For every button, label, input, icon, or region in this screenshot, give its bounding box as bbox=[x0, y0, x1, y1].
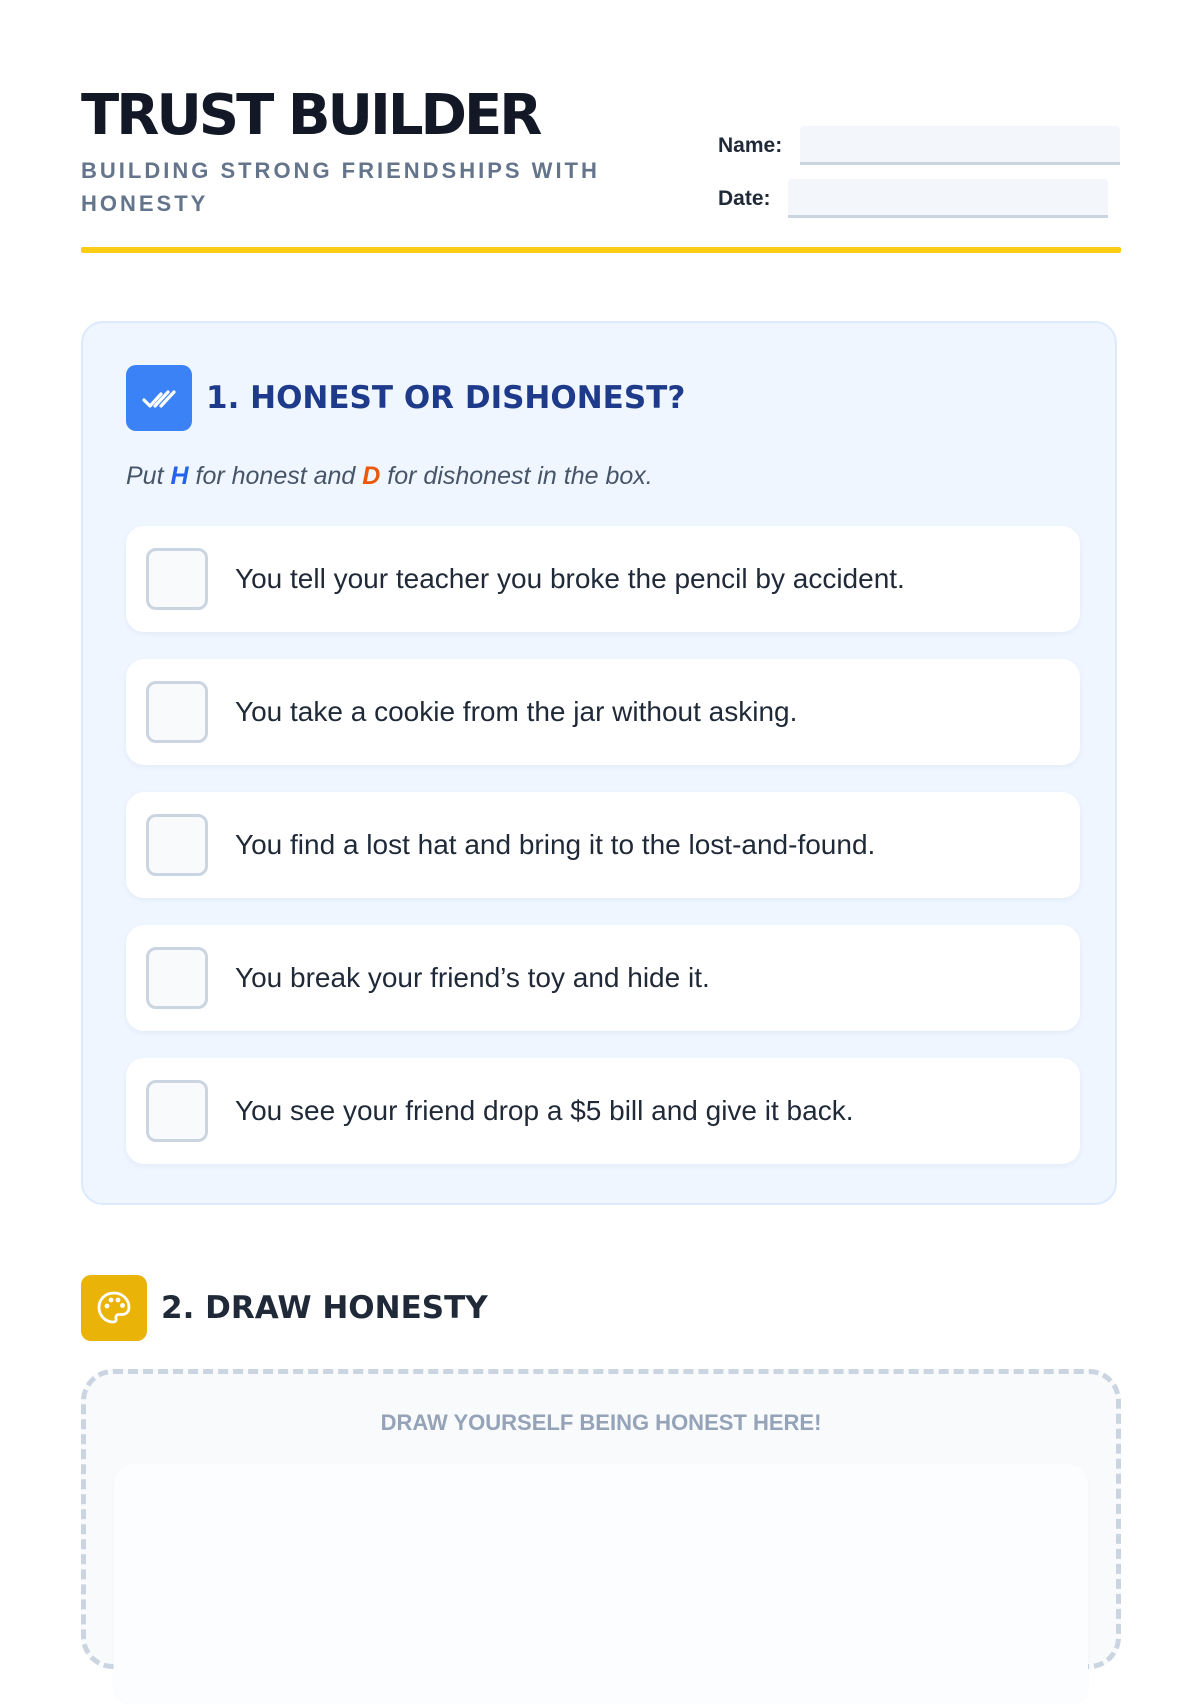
instructions-text: for honest and bbox=[188, 462, 363, 490]
statement-item bbox=[126, 792, 1080, 898]
statement-text: You break your friend’s toy and hide it. bbox=[235, 962, 710, 993]
section-honest-or-dishonest bbox=[81, 321, 1117, 1205]
answer-box[interactable] bbox=[146, 681, 208, 743]
header-divider bbox=[81, 247, 1121, 253]
instructions bbox=[126, 462, 653, 491]
statement-text: You find a lost hat and bring it to the lost-and-found. bbox=[235, 829, 876, 860]
answer-box[interactable] bbox=[146, 814, 208, 876]
statement-list bbox=[126, 526, 1080, 1191]
drawing-prompt: DRAW YOURSELF BEING HONEST HERE! bbox=[380, 1410, 822, 1435]
name-field-row bbox=[718, 126, 1120, 165]
worksheet-page bbox=[81, 0, 1121, 1600]
drawing-area bbox=[81, 1369, 1121, 1669]
answer-box[interactable] bbox=[146, 947, 208, 1009]
instructions-text: Put bbox=[126, 462, 171, 490]
honest-letter: H bbox=[170, 462, 189, 490]
section-draw-honesty bbox=[81, 1275, 1121, 1600]
date-field[interactable] bbox=[788, 179, 1108, 218]
statement-text: You tell your teacher you broke the pencil by accident. bbox=[235, 563, 905, 594]
statement-item bbox=[126, 526, 1080, 632]
palette-icon bbox=[81, 1275, 147, 1341]
section-header bbox=[126, 365, 685, 431]
name-field[interactable] bbox=[800, 126, 1120, 165]
statement-item bbox=[126, 925, 1080, 1031]
page-subtitle: BUILDING STRONG FRIENDSHIPS WITH HONESTY bbox=[81, 158, 600, 216]
statement-item bbox=[126, 1058, 1080, 1164]
section-title: 1. HONEST OR DISHONEST? bbox=[206, 380, 686, 416]
section-header bbox=[81, 1275, 488, 1341]
date-field-row bbox=[718, 179, 1108, 218]
statement-text: You take a cookie from the jar without asking. bbox=[235, 696, 798, 727]
section-title: 2. DRAW HONESTY bbox=[161, 1290, 488, 1326]
name-label: Name: bbox=[718, 133, 783, 157]
dishonest-letter: D bbox=[362, 462, 381, 490]
page-title: TRUST BUILDER bbox=[81, 83, 540, 148]
statement-item bbox=[126, 659, 1080, 765]
answer-box[interactable] bbox=[146, 548, 208, 610]
worksheet-header bbox=[81, 84, 1121, 254]
instructions-text: for dishonest in the box. bbox=[380, 462, 653, 490]
statement-text: You see your friend drop a $5 bill and give it back. bbox=[235, 1095, 854, 1126]
drawing-canvas[interactable] bbox=[114, 1464, 1088, 1704]
double-check-icon bbox=[126, 365, 192, 431]
answer-box[interactable] bbox=[146, 1080, 208, 1142]
date-label: Date: bbox=[718, 186, 771, 210]
